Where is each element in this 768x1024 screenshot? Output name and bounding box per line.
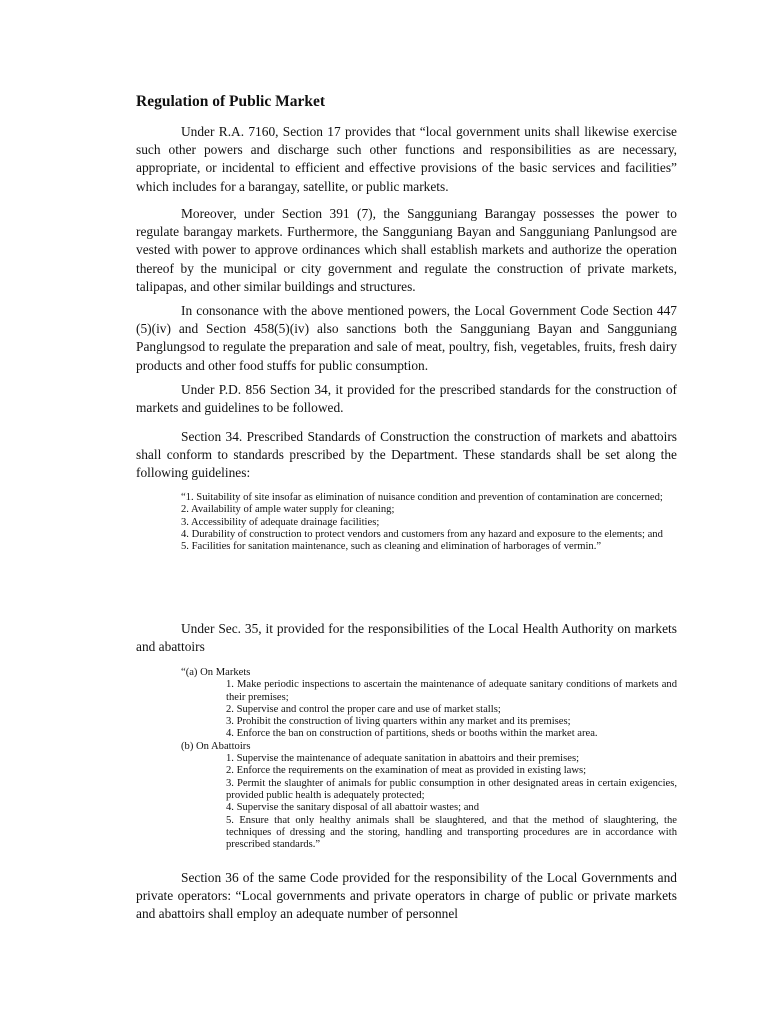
paragraph-section-36: Section 36 of the same Code provided for the responsibility of the Local Governments and private operators: “Local governments and private operators in charge of public or private markets and abattoirs shall employ an adequate number of personnel [136, 870, 677, 922]
list-item: 1. Supervise the maintenance of adequate sanitation in abattoirs and their premises; [226, 753, 580, 765]
list-item: 1. Make periodic inspections to ascertain the maintenance of adequate sanitary conditions of markets and their premises; [226, 679, 677, 703]
paragraph-section-447-458: In consonance with the above mentioned powers, the Local Government Code Section 447 (5)(iv) and Section 458(5)(iv) also sanctions both the Sangguniang Bayan and Sangguniang Panglungsod to regulate the preparation and sale of meat, poultry, fish, vegetables, fruits, fresh dairy products and other food stuffs for public consumption. [136, 303, 677, 373]
on-abattoirs-heading: (b) On Abattoirs [181, 740, 251, 752]
list-item: 3. Permit the slaughter of animals for public consumption in other designated areas in certain exigencies, provided public health is adequately protected; [226, 777, 677, 801]
guideline-item: 5. Facilities for sanitation maintenance, such as cleaning and elimination of harborages of vermin.” [181, 541, 602, 553]
guideline-item: 4. Durability of construction to protect vendors and customers from any hazard and exposure to the elements; and [181, 528, 663, 540]
guidelines-quote [181, 492, 677, 553]
list-item: 2. Supervise and control the proper care and use of market stalls; [226, 703, 501, 715]
page-title: Regulation of Public Market [136, 93, 325, 110]
paragraph-pd856: Under P.D. 856 Section 34, it provided for the prescribed standards for the construction of markets and guidelines to be followed. [136, 382, 677, 416]
paragraph-ra7160: Under R.A. 7160, Section 17 provides that “local government units shall likewise exercise such other powers and discharge such other functions and responsibilities as are necessary, appropriate, or incidental to efficient and effective provisions of the basic services and facilities” which includes for a barangay, satellite, or public markets. [136, 124, 677, 194]
paragraph-section-34: Section 34. Prescribed Standards of Construction the construction of markets and abattoirs shall conform to standards prescribed by the Department. These standards shall be set along the following guidelines: [136, 429, 677, 481]
list-item: 4. Enforce the ban on construction of partitions, sheds or booths within the market area. [226, 728, 598, 740]
on-markets-heading: “(a) On Markets [181, 667, 251, 678]
list-item: 5. Ensure that only healthy animals shall be slaughtered, and that the method of slaughtering, the techniques of dressing and the storing, handling and transporting procedures are in accordance with prescribed standards.” [226, 814, 677, 851]
on-abattoirs-list [226, 753, 677, 851]
list-item: 4. Supervise the sanitary disposal of all abattoir wastes; and [226, 802, 480, 814]
guideline-item: 3. Accessibility of adequate drainage facilities; [181, 516, 380, 528]
guideline-item: 2. Availability of ample water supply for cleaning; [181, 504, 395, 516]
on-markets-list [226, 679, 677, 740]
responsibilities-quote [181, 667, 677, 851]
paragraph-section-391: Moreover, under Section 391 (7), the Sangguniang Barangay possesses the power to regulate barangay markets. Furthermore, the Sangguniang Bayan and Sangguniang Panlungsod are vested with power to approve ordinances which shall establish markets and authorize the operation thereof by the municipal or city government and regulate the construction of private markets, talipapas, and other similar buildings and structures. [136, 206, 677, 294]
list-item: 2. Enforce the requirements on the examination of meat as provided in existing laws; [226, 765, 587, 777]
paragraph-section-35: Under Sec. 35, it provided for the responsibilities of the Local Health Authority on markets and abattoirs [136, 621, 677, 655]
list-item: 3. Prohibit the construction of living quarters within any market and its premises; [226, 716, 571, 728]
guideline-item: “1. Suitability of site insofar as elimination of nuisance condition and prevention of contamination are concerned; [181, 492, 663, 503]
